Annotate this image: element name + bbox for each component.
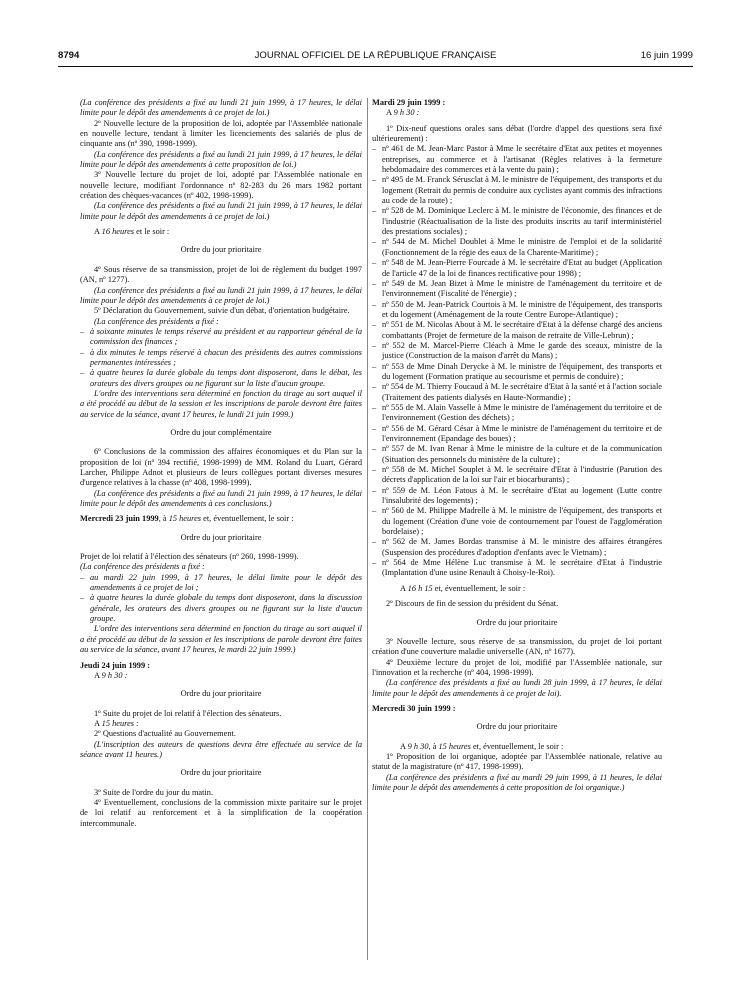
paragraph: (La conférence des présidents a fixé au lundi 21 juin 1999, à 17 heures, le délai limite pour le dépôt des amendements à ce projet de loi.) <box>80 285 362 305</box>
journal-title: JOURNAL OFFICIEL DE LA RÉPUBLIQUE FRANÇAISE <box>254 50 497 61</box>
list-item: – nº 564 de Mme Hélène Luc transmise à M. le secrétaire d'Etat à l'industrie (Implantation d'une usine Renault à Choisy-le-Roi). <box>372 558 662 579</box>
page-number: 8794 <box>58 50 80 61</box>
paragraph: 5º Déclaration du Gouvernement, suivie d'un débat, d'orientation budgétaire. <box>94 306 350 316</box>
list-item: – nº 551 de M. Nicolas About à M. le secrétaire d'Etat à la défense chargé des anciens combattants (Projet de fermeture de la maison de retraite de Ville-Lebrun) ; <box>372 320 662 341</box>
section-heading: Ordre du jour prioritaire <box>180 768 262 778</box>
paragraph: 4º Eventuellement, conclusions de la commission mixte paritaire sur le projet de loi relatif au renforcement et à la simplification de la coopération intercommunale. <box>80 797 362 828</box>
section-heading: Ordre du jour prioritaire <box>180 245 262 255</box>
paragraph: 2º Nouvelle lecture de la proposition de loi, adoptée par l'Assemblée nationale en nouvelle lecture, tendant à limiter les licenciements des salariés de plus de cinquante ans (nº 390, 1998-1999). <box>80 118 362 149</box>
paragraph: 1º Dix-neuf questions orales sans débat (l'ordre d'appel des questions sera fixé ultérieurement) : <box>372 123 662 144</box>
paragraph: Projet de loi relatif à l'élection des sénateurs (nº 260, 1998-1999). <box>80 552 299 562</box>
paragraph: (La conférence des présidents a fixé au lundi 21 juin 1999, à 17 heures, le délai limite pour le dépôt des amendements à ce projet de loi.) <box>80 201 362 221</box>
left-column <box>80 98 362 829</box>
list-item: – nº 560 de M. Philippe Madrelle à M. le ministre de l'équipement, des transports et du logement (Création d'une voie de contournement par l'ouest de l'agglomération bordelaise) ; <box>372 506 662 537</box>
paragraph: 3º Suite de l'ordre du jour du matin. <box>94 787 214 797</box>
list-item: – nº 461 de M. Jean-Marc Pastor à Mme le secrétaire d'Etat aux petites et moyennes entreprises, au commerce et à l'artisanat (Règles relatives à la fermeture hebdomadaire des commerces et à la vente du pain) ; <box>372 144 662 175</box>
paragraph: 2º Questions d'actualité au Gouvernement. <box>94 729 236 739</box>
section-heading: Ordre du jour prioritaire <box>476 617 558 627</box>
time-line: A 15 heures : <box>94 718 139 728</box>
list-item: – nº 559 de M. Léon Fatous à M. le secrétaire d'Etat au logement (Lutte contre l'insalubrité des logements) ; <box>372 486 662 507</box>
paragraph: 1º Suite du projet de loi relatif à l'élection des sénateurs. <box>94 708 282 718</box>
paragraph: (La conférence des présidents a fixé au lundi 21 juin 1999, à 17 heures, le délai limite pour le dépôt des amendements à cette proposition de loi.) <box>80 149 362 170</box>
dash-list <box>80 327 362 389</box>
list-item: – nº 555 de M. Alain Vasselle à Mme le ministre de l'aménagement du territoire et de l'environnement (Gestion des déchets) ; <box>372 403 662 424</box>
date-heading: Mercredi 30 juin 1999 : <box>372 703 456 713</box>
paragraph: 3º Nouvelle lecture, sous réserve de sa transmission, du projet de loi portant création d'une couverture maladie universelle (AN, nº 1677). <box>372 636 662 657</box>
list-item: – nº 556 de M. Gérard César à Mme le ministre de l'aménagement du territoire et de l'environnement (Epandage des boues) ; <box>372 424 662 445</box>
section-heading: Ordre du jour prioritaire <box>476 722 558 732</box>
paragraph: (La conférence des présidents a fixé : <box>94 316 219 326</box>
header-rule <box>58 66 693 67</box>
list-item: – au mardi 22 juin 1999, à 17 heures, le délai limite pour le dépôt des amendements à ce projet de loi ; <box>80 573 362 594</box>
list-item: – nº 554 de M. Thierry Foucaud à M. le secrétaire d'Etat à la santé et à l'action sociale (Traitement des patients dialysés en Haute-Normandie) ; <box>372 382 662 403</box>
list-item: – à quatre heures la durée globale du temps dont disposeront, dans la discussion générale, les orateurs des divers groupes ou ne figurant sur la liste d'aucun groupe. <box>80 593 362 624</box>
paragraph: (La conférence des présidents a fixé au lundi 28 juin 1999, à 17 heures, le délai limite pour le dépôt des amendements à ce projet de loi). <box>372 678 662 698</box>
list-item: – nº 557 de M. Ivan Renar à Mme le ministre de la culture et de la communication (Situation des personnels du ministère de la culture) ; <box>372 444 662 465</box>
date-heading: Mercredi 23 juin 1999, à 15 heures et, éventuellement, le soir : <box>80 514 294 524</box>
paragraph: (La conférence des présidents a fixé au lundi 21 juin 1999, à 17 heures, le délai limite pour le dépôt des amendements à ces conclusions.) <box>80 488 362 509</box>
page-header <box>58 50 693 64</box>
column-divider <box>367 98 368 960</box>
paragraph: (L'inscription des auteurs de questions devra être effectuée au service de la séance avant 11 heures.) <box>80 739 362 759</box>
paragraph: 4º Sous réserve de sa transmission, projet de loi de règlement du budget 1997 (AN, nº 1277). <box>80 264 362 285</box>
paragraph: (La conférence des présidents a fixé au mardi 29 juin 1999, à 11 heures, le délai limite pour le dépôt des amendements à cette proposition de loi organique.) <box>372 772 662 792</box>
list-item: – nº 495 de M. Franck Sérusclat à M. le ministre de l'équipement, des transports et du logement (Retrait du permis de conduire aux cyclistes ayant commis des infractions au code de la route) ; <box>372 175 662 206</box>
paragraph: L'ordre des interventions sera déterminé en fonction du tirage au sort auquel il a été procédé au début de la session et les inscriptions de parole devront être faites au service de la séance, avant 17 heures, le mardi 22 juin 1999.) <box>80 624 362 655</box>
list-item: – à dix minutes le temps réservé à chacun des présidents des autres commissions permanentes intéressées ; <box>80 348 362 369</box>
list-item: – à quatre heures la durée globale du temps dont disposeront, dans le débat, les orateurs des divers groupes ou ne figurant sur la liste d'aucun groupe. <box>80 368 362 389</box>
paragraph: 3º Nouvelle lecture du projet de loi, adopté par l'Assemblée nationale en nouvelle lecture, modifiant l'ordonnance nº 82-283 du 26 mars 1982 portant création des chèques-vacances (nº 402, 1998-1999). <box>80 170 362 201</box>
time-line: A 16 h 15 et, éventuellement, le soir : <box>400 583 526 593</box>
section-heading: Ordre du jour prioritaire <box>180 532 262 542</box>
dash-list <box>80 573 362 625</box>
time-line: A 9 h 30 : <box>386 108 420 118</box>
section-heading: Ordre du jour prioritaire <box>180 689 262 699</box>
time-line: A 9 h 30, à 15 heures et, éventuellement, le soir : <box>400 741 564 751</box>
list-item: – nº 562 de M. James Bordas transmise à M. le ministre des affaires étrangères (Suspension des procédures d'adoption d'enfants avec le Vietnam) ; <box>372 537 662 558</box>
paragraph: L'ordre des interventions sera déterminé en fonction du tirage au sort auquel il a été procédé au début de la session et les inscriptions de parole devront être faites au service de la séance, avant 17 heures, le lundi 21 juin 1999.) <box>80 388 362 419</box>
paragraph: 6º Conclusions de la commission des affaires économiques et du Plan sur la proposition de loi (nº 394 rectifié, 1998-1999) de MM. Roland du Luart, Gérard Larcher, Philippe Adnot et plusieurs de leurs collègues portant diverses mesures d'urgence relatives à la chasse (nº 408, 1998-1999). <box>80 447 362 488</box>
list-item: – nº 548 de M. Jean-Pierre Fourcade à M. le secrétaire d'Etat au budget (Application de l'article 47 de la loi de finances rectificative pour 1998) ; <box>372 258 662 279</box>
list-item: – nº 550 de M. Jean-Patrick Courtois à M. le ministre de l'équipement, des transports et du logement (Aménagement de la route Centre Europe-Atlantique) ; <box>372 300 662 321</box>
date-heading: Jeudi 24 juin 1999 : <box>80 660 151 670</box>
issue-date: 16 juin 1999 <box>640 50 693 61</box>
list-item: – nº 558 de M. Michel Souplet à M. le secrétaire d'Etat à l'industrie (Parution des décrets d'application de la loi sur l'air et biocarburants) ; <box>372 465 662 486</box>
section-heading: Ordre du jour complémentaire <box>170 427 272 437</box>
list-item: – nº 553 de Mme Dinah Derycke à M. le ministre de l'équipement, des transports et du logement (Formation pratique au secourisme et permis de conduire) ; <box>372 362 662 383</box>
right-column <box>372 98 662 793</box>
paragraph: (La conférence des présidents a fixé : <box>80 562 205 572</box>
paragraph: 2º Discours de fin de session du président du Sénat. <box>386 599 559 609</box>
list-item: – nº 544 de M. Michel Doublet à Mme le ministre de l'emploi et de la solidarité (Fonctionnement de la régie des eaux de la Charente-Maritime) ; <box>372 237 662 258</box>
list-item: – nº 552 de M. Marcel-Pierre Cléach à Mme le garde des sceaux, ministre de la justice (Construction de la maison d'arrêt du Mans) ; <box>372 341 662 362</box>
list-item: – nº 528 de M. Dominique Leclerc à M. le ministre de l'économie, des finances et de l'industrie (Réactualisation de la liste des produits inscrits au tarif interministériel des prestations sociales) ; <box>372 206 662 237</box>
questions-list <box>372 144 662 578</box>
paragraph: (La conférence des présidents a fixé au lundi 21 juin 1999, à 17 heures, le délai limite pour le dépôt des amendements à ce projet de loi.) <box>80 98 362 118</box>
list-item: – à soixante minutes le temps réservé au président et au rapporteur général de la commission des finances ; <box>80 327 362 348</box>
date-heading: Mardi 29 juin 1999 : <box>372 98 446 107</box>
time-line: A 16 heures et le soir : <box>94 227 170 237</box>
paragraph: 4º Deuxième lecture du projet de loi, modifié par l'Assemblée nationale, sur l'innovation et la recherche (nº 404, 1998-1999). <box>372 657 662 677</box>
list-item: – nº 549 de M. Jean Bizet à Mme le ministre de l'aménagement du territoire et de l'environnement (Fiscalité de l'énergie) ; <box>372 279 662 300</box>
paragraph: 1º Proposition de loi organique, adoptée par l'Assemblée nationale, relative au statut de la magistrature (nº 417, 1998-1999). <box>372 751 662 772</box>
time-line: A 9 h 30 : <box>94 670 128 680</box>
